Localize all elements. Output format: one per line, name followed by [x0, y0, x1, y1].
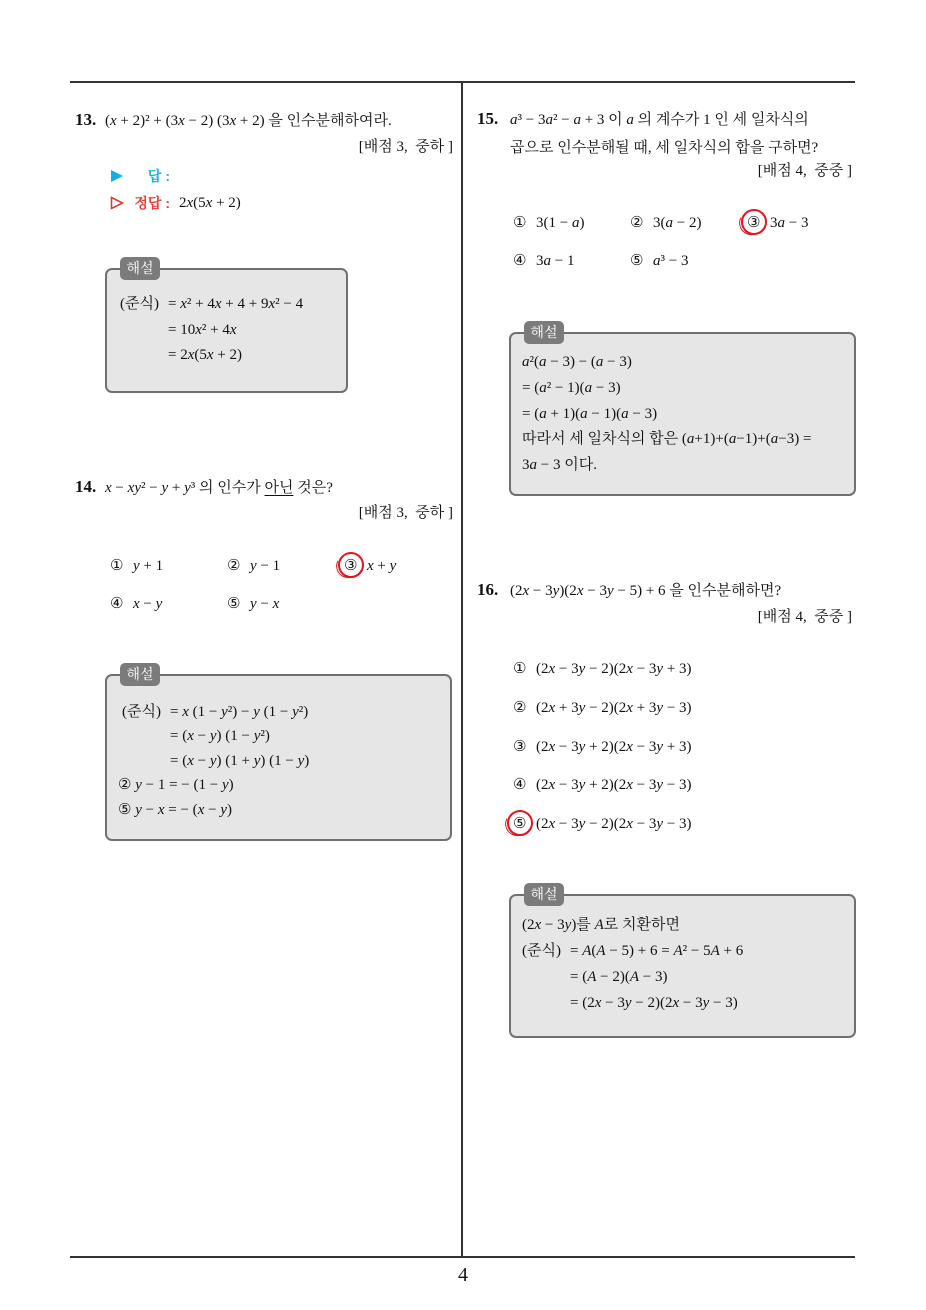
choice-text: 3(1 − a)	[536, 215, 585, 231]
choice-1	[513, 655, 833, 694]
choice-text: y − x	[250, 596, 280, 612]
choice-1	[110, 552, 227, 590]
choice-marker: ③	[747, 209, 770, 235]
choice-3	[513, 733, 833, 772]
answer-circle-mark	[507, 810, 533, 836]
choice-text: (2x − 3y − 2)(2x − 3y − 3)	[536, 816, 692, 832]
explanation-line: = (a + 1)(a − 1)(a − 3)	[522, 405, 658, 422]
choice-marker: ⑤	[630, 251, 644, 269]
choice-list	[513, 655, 833, 849]
choice-3	[747, 209, 864, 247]
explanation-line	[120, 318, 338, 344]
choice-text: x − y	[133, 596, 163, 612]
problem-statement: (2x − 3y)(2x − 3y − 5) + 6 을 인수분해하면?	[510, 583, 782, 599]
choice-text: (2x − 3y + 2)(2x − 3y − 3)	[536, 777, 692, 794]
choice-text: (2x + 3y − 2)(2x + 3y − 3)	[536, 699, 692, 716]
statement-underlined: 아닌	[264, 480, 294, 496]
explanation-note: ⑤ y − x = − (x − y)	[118, 801, 232, 818]
problem-header	[477, 105, 818, 162]
explanation-line	[522, 938, 848, 964]
choice-2	[513, 694, 833, 733]
choice-marker: ④	[513, 775, 527, 794]
explanation-line: = (a² − 1)(a − 3)	[522, 379, 621, 396]
choice-5	[630, 247, 747, 285]
points-label: [배점 4, 중중 ]	[757, 609, 852, 625]
points-label: [배점 3, 중하 ]	[358, 139, 453, 155]
explanation-line	[522, 964, 848, 990]
explanation-tab: 해설	[524, 321, 564, 344]
equation-lhs-spacer	[120, 343, 168, 369]
equation-lhs-spacer	[522, 964, 570, 990]
choice-4	[513, 247, 630, 285]
choice-marker: ①	[513, 213, 527, 231]
triangle-outline	[112, 198, 123, 209]
equation-rhs: = (x − y) (1 + y) (1 − y)	[170, 752, 310, 769]
choice-text: y − 1	[250, 558, 281, 574]
explanation-box	[105, 260, 348, 393]
equation-lhs-spacer	[120, 318, 168, 344]
explanation-intro: (2x − 3y)를 A로 치환하면	[522, 917, 680, 933]
equation-rhs: = x² + 4x + 4 + 9x² − 4	[168, 296, 304, 312]
problem-number: 15.	[477, 109, 499, 128]
explanation-line	[522, 990, 848, 1016]
equation-rhs: = (A − 2)(A − 3)	[570, 969, 668, 985]
answer-line	[110, 163, 170, 189]
explanation-line	[122, 749, 442, 774]
explanation-line	[120, 292, 338, 318]
explanation-line: 3a − 3 이다.	[522, 457, 597, 473]
explanation-line: 따라서 세 일차식의 합은 (a+1)+(a−1)+(a−3) =	[522, 431, 812, 448]
choice-text: a³ − 3	[653, 253, 689, 269]
choice-text: 3a − 3	[770, 215, 809, 231]
equation-rhs: = (x − y) (1 − y²)	[170, 728, 270, 744]
choice-list	[110, 552, 461, 628]
choice-5	[227, 590, 344, 628]
page-number: 4	[458, 1264, 468, 1286]
triangle-shape	[111, 170, 123, 182]
statement-line: a³ − 3a² − a + 3 이 a 의 계수가 1 인 세 일차식의	[510, 112, 809, 128]
choice-2	[630, 209, 747, 247]
choice-5	[513, 810, 833, 849]
choice-3	[344, 552, 461, 590]
choice-list	[513, 209, 864, 285]
choice-2	[227, 552, 344, 590]
choice-4	[110, 590, 227, 628]
problem-number: 14.	[75, 477, 97, 496]
choice-marker: ③	[344, 552, 367, 578]
problem-header	[75, 107, 392, 134]
points-label: [배점 3, 중하 ]	[358, 505, 453, 521]
choice-marker: ②	[227, 556, 241, 574]
problem-statement	[510, 106, 818, 162]
column-divider	[461, 82, 463, 1257]
choice-text: 3a − 1	[536, 253, 575, 269]
choice-text: y + 1	[133, 558, 164, 574]
choice-marker: ④	[513, 251, 527, 269]
equation-lhs-spacer	[122, 749, 170, 774]
equation-rhs: = (2x − 3y − 2)(2x − 3y − 3)	[570, 995, 738, 1011]
problem-number: 16.	[477, 580, 499, 599]
equation-lhs-spacer	[122, 724, 170, 749]
choice-text: (2x − 3y − 2)(2x − 3y + 3)	[536, 661, 692, 677]
correct-answer-value: 2x(5x + 2)	[179, 195, 241, 211]
explanation-line: a²(a − 3) − (a − 3)	[522, 354, 632, 370]
points-label: [배점 4, 중중 ]	[757, 163, 852, 179]
choice-1	[513, 209, 630, 247]
explanation-tab: 해설	[120, 257, 160, 280]
explanation-tab: 해설	[120, 663, 160, 686]
outlined-right-triangle-icon	[110, 196, 124, 210]
choice-marker: ③	[513, 736, 527, 755]
explanation-box	[105, 666, 452, 841]
explanation-box	[509, 324, 856, 496]
equation-rhs: = x (1 − y²) − y (1 − y²)	[170, 703, 309, 720]
equation-lhs-spacer	[522, 990, 570, 1016]
explanation-line	[122, 724, 442, 749]
choice-marker: ⑤	[513, 810, 536, 836]
explanation-line	[122, 700, 442, 725]
equation-rhs: = A(A − 5) + 6 = A² − 5A + 6	[570, 943, 744, 959]
answer-circle-mark	[338, 552, 364, 578]
bottom-rule	[70, 1256, 855, 1258]
correct-answer-line	[110, 190, 241, 216]
choice-marker: ②	[630, 213, 644, 231]
choice-text: 3(a − 2)	[653, 215, 702, 231]
answer-circle-mark	[741, 209, 767, 235]
problem-statement: (x + 2)² + (3x − 2) (3x + 2) 을 인수분해하여라.	[105, 113, 392, 129]
explanation-note: ② y − 1 = − (1 − y)	[118, 777, 234, 793]
explanation-tab: 해설	[524, 883, 564, 906]
choice-4	[513, 771, 833, 810]
equation-lhs: (준식)	[120, 296, 159, 312]
statement-part: 것은?	[293, 480, 333, 496]
statement-part: x − xy² − y + y³ 의 인수가	[105, 480, 265, 496]
choice-marker: ④	[110, 594, 124, 612]
correct-answer-label: 정답 :	[134, 195, 170, 211]
choice-text: (2x − 3y + 2)(2x − 3y + 3)	[536, 738, 692, 755]
choice-marker: ⑤	[227, 594, 241, 612]
choice-marker: ①	[513, 659, 527, 677]
problem-number: 13.	[75, 110, 97, 129]
equation-rhs: = 2x(5x + 2)	[168, 347, 243, 363]
statement-line: 곱으로 인수분해될 때, 세 일차식의 합을 구하면?	[510, 140, 819, 156]
equation-rhs: = 10x² + 4x	[168, 321, 237, 338]
choice-text: x + y	[367, 558, 397, 574]
explanation-box	[509, 886, 856, 1038]
answer-label: 답 :	[147, 168, 170, 184]
problem-statement	[105, 475, 333, 501]
problem-header	[477, 577, 781, 604]
problem-header	[75, 474, 333, 501]
choice-marker: ①	[110, 556, 124, 574]
filled-right-triangle-icon	[110, 169, 124, 183]
top-rule	[70, 81, 855, 83]
choice-marker: ②	[513, 697, 527, 716]
equation-lhs: (준식)	[522, 943, 561, 959]
equation-lhs: (준식)	[122, 703, 161, 720]
explanation-line	[120, 343, 338, 369]
